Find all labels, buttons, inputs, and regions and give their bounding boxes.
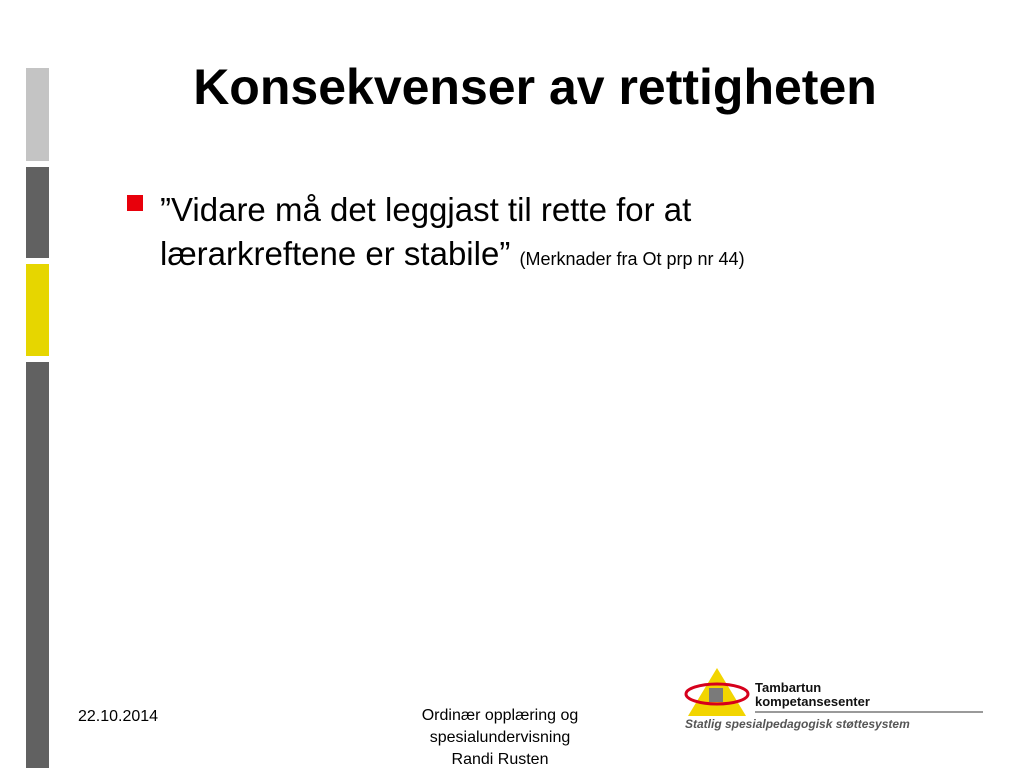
slide-title: Konsekvenser av rettigheten xyxy=(193,59,877,115)
tambartun-logo xyxy=(682,666,987,738)
bullet-line-2 xyxy=(160,232,950,281)
bullet-line-1: ”Vidare må det leggjast til rette for at xyxy=(160,191,692,228)
logo-emblem-icon xyxy=(682,666,752,718)
logo-name-line-2: kompetansesenter xyxy=(755,694,870,709)
footer-center-line-3: Randi Rusten xyxy=(451,751,549,768)
bullet-citation: (Merknader fra Ot prp nr 44) xyxy=(519,249,745,269)
bullet-item xyxy=(160,188,950,281)
logo-name xyxy=(755,681,870,709)
bullet-line-2-text: lærarkreftene er stabile” xyxy=(160,235,511,272)
strip-block-yellow xyxy=(26,264,49,356)
footer-center-line-2: spesialundervisning xyxy=(429,729,571,746)
footer-center xyxy=(380,705,620,768)
logo-tagline: Statlig spesialpedagogisk støttesystem xyxy=(685,717,910,731)
strip-block-light-gray xyxy=(26,68,49,161)
square-bullet-icon xyxy=(127,195,143,211)
strip-block-dark-gray-lower xyxy=(26,362,49,768)
strip-block-dark-gray xyxy=(26,167,49,258)
footer-center-line-1: Ordinær opplæring og xyxy=(421,707,579,724)
logo-divider xyxy=(755,711,983,713)
logo-name-line-1: Tambartun xyxy=(755,680,822,695)
footer-date: 22.10.2014 xyxy=(78,708,159,725)
